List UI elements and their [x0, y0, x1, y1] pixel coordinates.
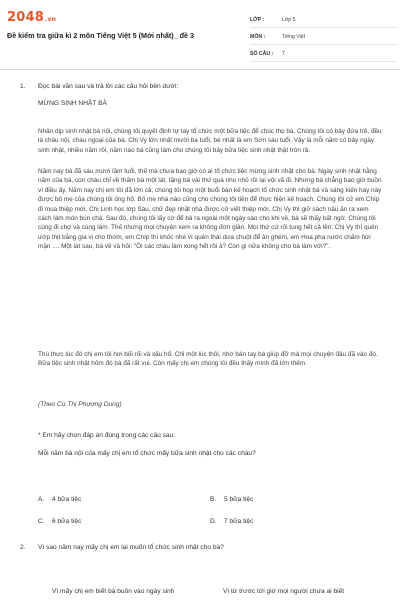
option-text: Vì mấy chị em biết bà buồn vào ngày sinh [52, 588, 175, 595]
meta-label: LỚP : [250, 17, 265, 23]
meta-value: Tiếng Việt [282, 34, 306, 40]
passage-source: (Theo Cù Thị Phương Dung) [38, 401, 122, 408]
meta-label: MÔN : [250, 34, 266, 40]
document-title: Đề kiểm tra giữa kì 2 môn Tiếng Việt 5 (Mới nhất)_ đề 3 [7, 31, 194, 40]
meta-label: SỐ CÂU : [250, 51, 274, 57]
passage-title: MỪNG SINH NHẬT BÀ [38, 100, 107, 107]
option-letter: D. [210, 518, 217, 525]
site-logo[interactable] [7, 10, 56, 25]
meta-value: Lớp 5 [282, 17, 296, 23]
question-text: Mỗi năm bà nội của mấy chị em tổ chức mấy bữa sinh nhật cho các cháu? [38, 450, 256, 457]
question-number: 1. [20, 83, 26, 90]
answer-option-d[interactable] [210, 518, 253, 525]
passage-paragraph-2: Năm nay bà đã sáu mươi lăm tuổi, thế mà chưa bao giờ có ai tổ chức tiệc mừng sinh nhật cho bà. Ngày sinh nhật hằng năm của bà, con cháu chỉ về thăm bà một lát, tặng bà vài thứ quà nho nhỏ rồi lại vội vã đi. Nhưng bà chẳng bao giờ buồn vì điều ấy. Năm nay chị em tôi đã lớn cả, chúng tôi họp một buổi bàn kế hoạch tổ chức sinh nhật bà và sáng kiến hay này được bố mẹ của chúng tôi ủng hộ. Bố mẹ nhà nào cũng cho chúng tôi tiền để thực hiện kế hoạch. Chúng tôi cử em Chíp đi mua thiệp mời. Chị Linh học lớp Sáu, chữ đẹp nhất nhà được cử viết thiệp mời. Chị Vy thì giở sách nấu ăn ra xem cách làm món bún chả. Sau đó, chúng tôi lấy cớ để bà ra ngoài một ngày sao cho khi về, bà sẽ thấy bất ngờ. Chúng tôi cùng đi chợ và cùng làm. Thế nhưng mọi chuyện xem ra không đơn giản. Mọi thứ cứ rối tung hết cả lên: Chị Vy thì quên ướp thịt bằng gia vị cho thơm, em Chíp thì khóc nhè vì quên thái dưa chuột để ăn ghém, em Hoa pha nước chấm hơi mặn .... Một lát sau, bà về và hỏi: "Ôi các cháu làm xong hết rồi à? Còn gì nữa không cho bà làm với?". [38, 168, 382, 251]
option-text: Vì từ trước tới giờ mọi người chưa ai biết [223, 588, 345, 595]
passage-paragraph-1: Nhân dịp sinh nhật bà nội, chúng tôi quyết định tự tay tổ chức một bữa tiệc để chúc thọ bà. Chúng tôi có bảy đứa trẻ, đều là cháu nội, cháu ngoại của bà. Chị Vy lớn nhất mười ba tuổi, bé nhất là em Sơn sáu tuổi. Vậy là mỗi năm có bảy ngày sinh nhật, nhiều năm rồi, năm nào bà cũng làm cho chúng tôi bảy bữa tiệc sinh nhật thật tròn rả. [38, 128, 382, 154]
meta-row-question-count [250, 48, 396, 62]
page-header [0, 0, 400, 68]
exam-meta [250, 14, 396, 65]
instruction-text: * Em hãy chọn đáp án đúng trong các câu sau: [38, 432, 176, 439]
option-text: 4 bữa tiệc [52, 496, 82, 503]
option-text: 7 bữa tiệc [224, 518, 254, 525]
question-prompt: Đọc bài văn sau và trả lời các câu hỏi bên dưới: [38, 83, 179, 90]
header-divider [0, 69, 400, 70]
answer-option-a[interactable] [38, 496, 81, 503]
passage-paragraph-3: Thú thực lúc đó chị em tôi hơi bối rối và xấu hổ. Chỉ một lúc thôi, nhờ bàn tay bà giúp đỡ mà mọi chuyện đâu đã vào đó. Bữa tiệc sinh nhật hôm đó bà đã rất vui. Còn mấy chị em chúng tôi đều thấy mình đã lớn thêm. [38, 351, 378, 368]
question-text: Vì sao năm nay mấy chị em lại muốn tổ chức sinh nhật cho bà? [38, 544, 224, 551]
question-number: 2. [20, 544, 26, 551]
option-letter: C. [38, 518, 45, 525]
meta-value: 7 [282, 51, 285, 57]
answer-option-q2-2[interactable] [223, 588, 393, 595]
option-text: 5 bữa tiệc [224, 496, 254, 503]
logo-text: 2048 [7, 10, 44, 25]
answer-option-q2-1[interactable] [52, 588, 202, 595]
meta-row-subject [250, 31, 396, 45]
option-letter: B. [210, 496, 217, 503]
meta-row-class [250, 14, 396, 28]
answer-option-c[interactable] [38, 518, 81, 525]
option-text: 6 bữa tiệc [52, 518, 82, 525]
answer-option-b[interactable] [210, 496, 253, 503]
logo-suffix: .vn [44, 16, 57, 23]
option-letter: A. [38, 496, 45, 503]
